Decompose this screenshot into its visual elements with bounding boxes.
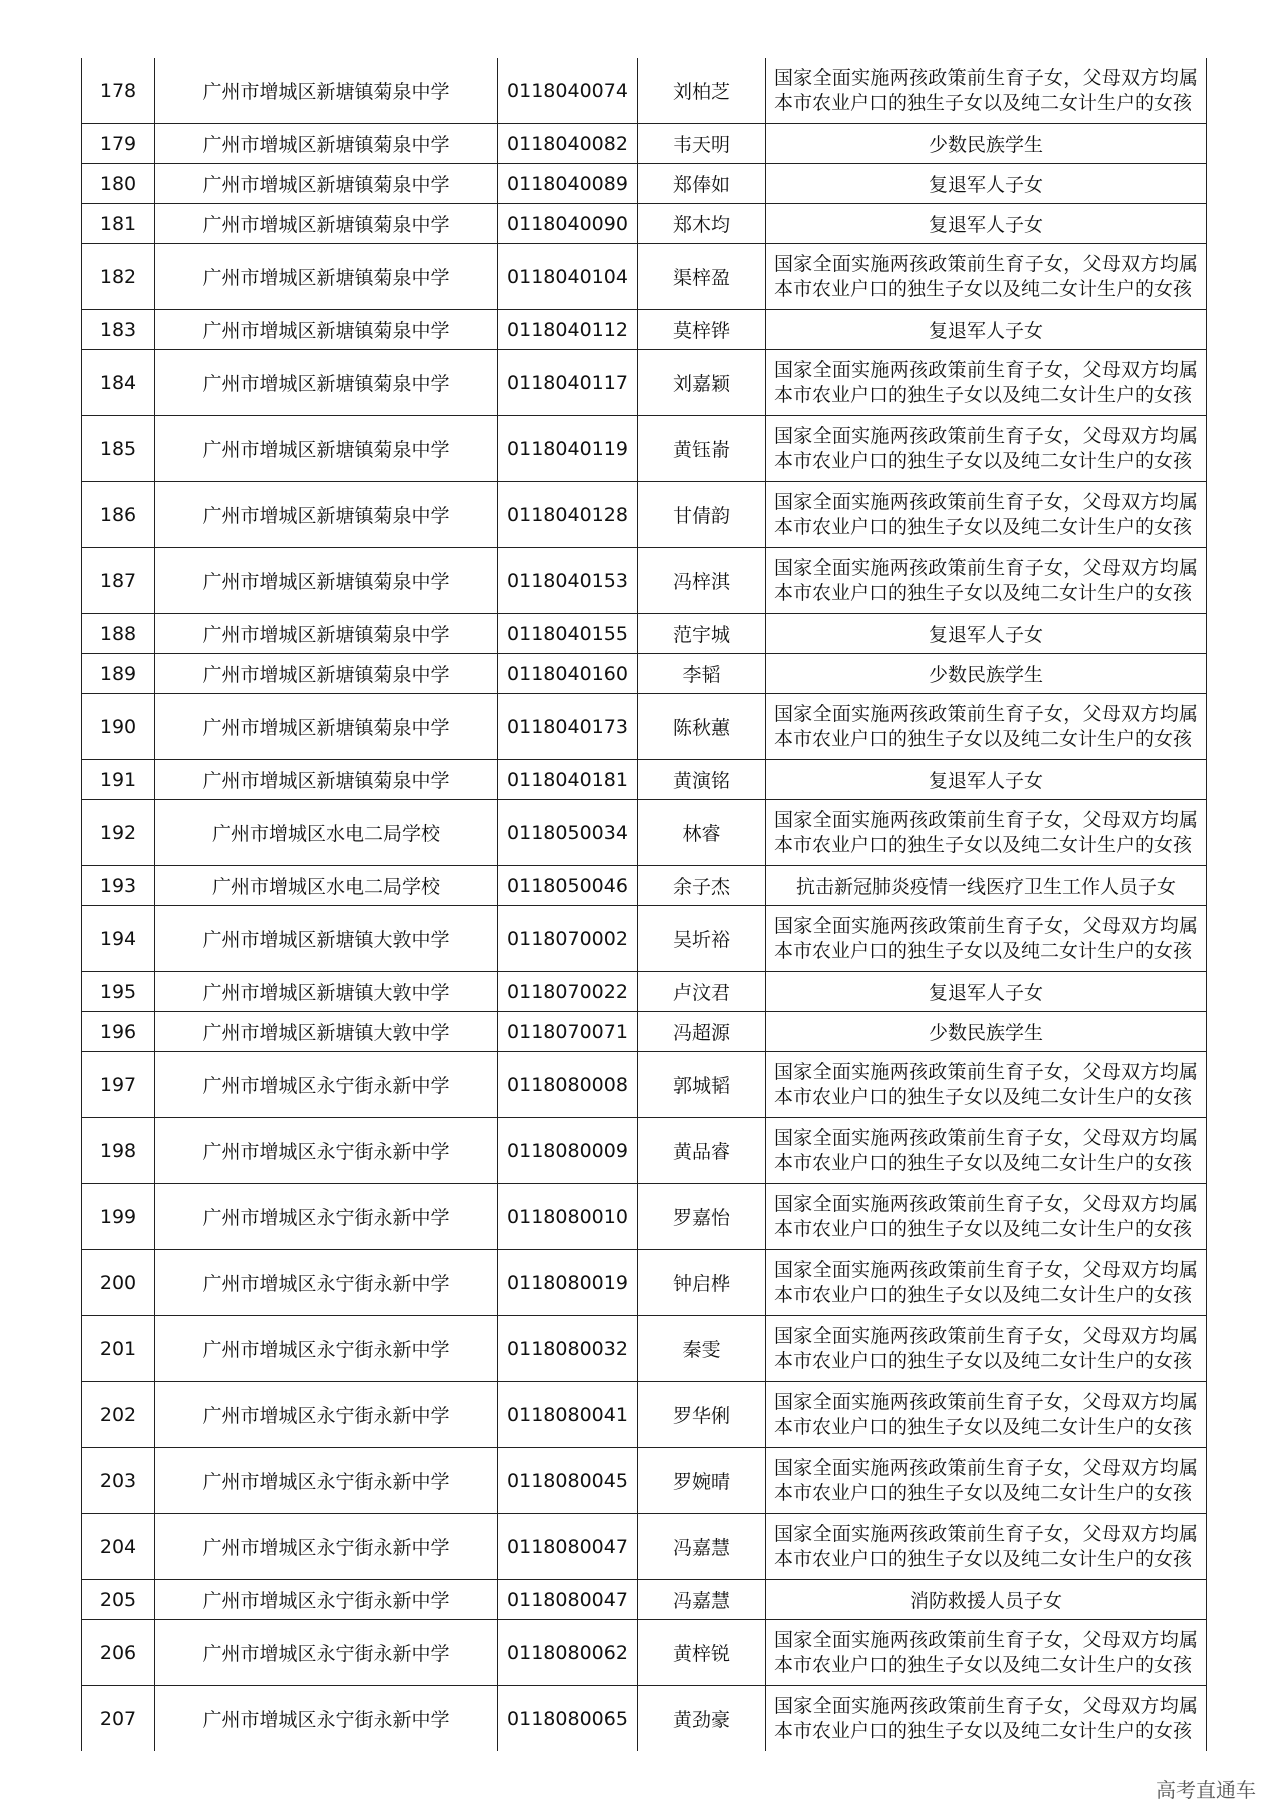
table-row (82, 800, 1207, 866)
school-cell: 广州市增城区永宁街永新中学 (155, 1052, 498, 1118)
student-name-cell: 范宇城 (638, 614, 766, 654)
row-number-cell: 181 (82, 204, 155, 244)
student-id-cell: 0118070071 (498, 1012, 638, 1052)
student-id-cell: 0118040160 (498, 654, 638, 694)
category-cell: 国家全面实施两孩政策前生育子女，父母双方均属本市农业户口的独生子女以及纯二女计生户的女孩 (766, 1448, 1207, 1514)
school-cell: 广州市增城区新塘镇大敦中学 (155, 906, 498, 972)
student-name-cell: 刘柏芝 (638, 58, 766, 124)
row-number-cell: 186 (82, 482, 155, 548)
student-name-cell: 甘倩韵 (638, 482, 766, 548)
student-id-cell: 0118040104 (498, 244, 638, 310)
row-number-cell: 207 (82, 1686, 155, 1752)
student-id-cell: 0118040090 (498, 204, 638, 244)
student-name-cell: 冯嘉慧 (638, 1514, 766, 1580)
student-id-cell: 0118080047 (498, 1514, 638, 1580)
table-row (82, 694, 1207, 760)
category-cell: 国家全面实施两孩政策前生育子女，父母双方均属本市农业户口的独生子女以及纯二女计生户的女孩 (766, 1052, 1207, 1118)
row-number-cell: 185 (82, 416, 155, 482)
category-cell: 复退军人子女 (766, 972, 1207, 1012)
table-row (82, 1012, 1207, 1052)
category-cell: 国家全面实施两孩政策前生育子女，父母双方均属本市农业户口的独生子女以及纯二女计生户的女孩 (766, 244, 1207, 310)
row-number-cell: 195 (82, 972, 155, 1012)
table-row (82, 614, 1207, 654)
school-cell: 广州市增城区新塘镇大敦中学 (155, 972, 498, 1012)
student-id-cell: 0118040155 (498, 614, 638, 654)
student-name-cell: 莫梓铧 (638, 310, 766, 350)
student-name-cell: 冯嘉慧 (638, 1580, 766, 1620)
school-cell: 广州市增城区新塘镇菊泉中学 (155, 58, 498, 124)
school-cell: 广州市增城区新塘镇菊泉中学 (155, 416, 498, 482)
student-name-cell: 郑木均 (638, 204, 766, 244)
row-number-cell: 192 (82, 800, 155, 866)
student-id-cell: 0118070022 (498, 972, 638, 1012)
student-id-cell: 0118070002 (498, 906, 638, 972)
student-name-cell: 罗华俐 (638, 1382, 766, 1448)
student-name-cell: 李韬 (638, 654, 766, 694)
school-cell: 广州市增城区水电二局学校 (155, 800, 498, 866)
student-id-cell: 0118080009 (498, 1118, 638, 1184)
school-cell: 广州市增城区新塘镇菊泉中学 (155, 244, 498, 310)
school-cell: 广州市增城区永宁街永新中学 (155, 1448, 498, 1514)
table-row (82, 1620, 1207, 1686)
student-id-cell: 0118040153 (498, 548, 638, 614)
row-number-cell: 179 (82, 124, 155, 164)
school-cell: 广州市增城区新塘镇菊泉中学 (155, 350, 498, 416)
student-name-cell: 韦天明 (638, 124, 766, 164)
category-cell: 国家全面实施两孩政策前生育子女，父母双方均属本市农业户口的独生子女以及纯二女计生户的女孩 (766, 1382, 1207, 1448)
student-name-cell: 吴圻裕 (638, 906, 766, 972)
table-row (82, 244, 1207, 310)
table-row (82, 1514, 1207, 1580)
row-number-cell: 196 (82, 1012, 155, 1052)
table-row (82, 972, 1207, 1012)
row-number-cell: 204 (82, 1514, 155, 1580)
row-number-cell: 184 (82, 350, 155, 416)
school-cell: 广州市增城区新塘镇菊泉中学 (155, 124, 498, 164)
school-cell: 广州市增城区永宁街永新中学 (155, 1514, 498, 1580)
school-cell: 广州市增城区新塘镇菊泉中学 (155, 654, 498, 694)
student-id-cell: 0118080041 (498, 1382, 638, 1448)
student-name-cell: 黄品睿 (638, 1118, 766, 1184)
category-cell: 少数民族学生 (766, 124, 1207, 164)
row-number-cell: 178 (82, 58, 155, 124)
school-cell: 广州市增城区水电二局学校 (155, 866, 498, 906)
row-number-cell: 193 (82, 866, 155, 906)
watermark-text: 高考直通车 (1156, 1778, 1256, 1802)
student-id-cell: 0118080047 (498, 1580, 638, 1620)
row-number-cell: 201 (82, 1316, 155, 1382)
student-id-cell: 0118080008 (498, 1052, 638, 1118)
row-number-cell: 199 (82, 1184, 155, 1250)
category-cell: 国家全面实施两孩政策前生育子女，父母双方均属本市农业户口的独生子女以及纯二女计生户的女孩 (766, 58, 1207, 124)
student-id-cell: 0118050046 (498, 866, 638, 906)
student-name-cell: 卢汶君 (638, 972, 766, 1012)
category-cell: 少数民族学生 (766, 654, 1207, 694)
category-cell: 消防救援人员子女 (766, 1580, 1207, 1620)
student-name-cell: 林睿 (638, 800, 766, 866)
student-id-cell: 0118040117 (498, 350, 638, 416)
student-id-cell: 0118040112 (498, 310, 638, 350)
student-name-cell: 渠梓盈 (638, 244, 766, 310)
student-id-cell: 0118040119 (498, 416, 638, 482)
student-name-cell: 郑俸如 (638, 164, 766, 204)
student-name-cell: 黄钰嵛 (638, 416, 766, 482)
student-name-cell: 刘嘉颖 (638, 350, 766, 416)
category-cell: 少数民族学生 (766, 1012, 1207, 1052)
student-name-cell: 黄劲豪 (638, 1686, 766, 1752)
student-name-cell: 陈秋蕙 (638, 694, 766, 760)
category-cell: 国家全面实施两孩政策前生育子女，父母双方均属本市农业户口的独生子女以及纯二女计生户的女孩 (766, 1620, 1207, 1686)
school-cell: 广州市增城区新塘镇菊泉中学 (155, 548, 498, 614)
category-cell: 国家全面实施两孩政策前生育子女，父母双方均属本市农业户口的独生子女以及纯二女计生户的女孩 (766, 694, 1207, 760)
category-cell: 复退军人子女 (766, 310, 1207, 350)
category-cell: 国家全面实施两孩政策前生育子女，父母双方均属本市农业户口的独生子女以及纯二女计生户的女孩 (766, 1118, 1207, 1184)
table-row (82, 416, 1207, 482)
student-id-cell: 0118080032 (498, 1316, 638, 1382)
table-row (82, 350, 1207, 416)
student-id-cell: 0118080045 (498, 1448, 638, 1514)
admission-table (81, 58, 1207, 1751)
table-row (82, 866, 1207, 906)
category-cell: 复退军人子女 (766, 760, 1207, 800)
student-name-cell: 冯超源 (638, 1012, 766, 1052)
row-number-cell: 194 (82, 906, 155, 972)
student-id-cell: 0118040074 (498, 58, 638, 124)
school-cell: 广州市增城区新塘镇菊泉中学 (155, 614, 498, 654)
row-number-cell: 202 (82, 1382, 155, 1448)
row-number-cell: 190 (82, 694, 155, 760)
student-id-cell: 0118080010 (498, 1184, 638, 1250)
student-name-cell: 郭城韬 (638, 1052, 766, 1118)
school-cell: 广州市增城区永宁街永新中学 (155, 1118, 498, 1184)
student-name-cell: 钟启桦 (638, 1250, 766, 1316)
table-row (82, 1316, 1207, 1382)
table-row (82, 124, 1207, 164)
school-cell: 广州市增城区永宁街永新中学 (155, 1686, 498, 1752)
school-cell: 广州市增城区新塘镇大敦中学 (155, 1012, 498, 1052)
row-number-cell: 182 (82, 244, 155, 310)
student-name-cell: 黄演铭 (638, 760, 766, 800)
student-name-cell: 秦雯 (638, 1316, 766, 1382)
category-cell: 国家全面实施两孩政策前生育子女，父母双方均属本市农业户口的独生子女以及纯二女计生户的女孩 (766, 350, 1207, 416)
student-name-cell: 余子杰 (638, 866, 766, 906)
category-cell: 国家全面实施两孩政策前生育子女，父母双方均属本市农业户口的独生子女以及纯二女计生户的女孩 (766, 1316, 1207, 1382)
category-cell: 国家全面实施两孩政策前生育子女，父母双方均属本市农业户口的独生子女以及纯二女计生户的女孩 (766, 416, 1207, 482)
student-id-cell: 0118080019 (498, 1250, 638, 1316)
student-id-cell: 0118040181 (498, 760, 638, 800)
table-row (82, 310, 1207, 350)
school-cell: 广州市增城区新塘镇菊泉中学 (155, 482, 498, 548)
table-row (82, 482, 1207, 548)
student-id-cell: 0118040082 (498, 124, 638, 164)
school-cell: 广州市增城区新塘镇菊泉中学 (155, 164, 498, 204)
row-number-cell: 191 (82, 760, 155, 800)
category-cell: 国家全面实施两孩政策前生育子女，父母双方均属本市农业户口的独生子女以及纯二女计生户的女孩 (766, 906, 1207, 972)
row-number-cell: 183 (82, 310, 155, 350)
row-number-cell: 203 (82, 1448, 155, 1514)
table-row (82, 1250, 1207, 1316)
student-id-cell: 0118040128 (498, 482, 638, 548)
student-name-cell: 罗婉晴 (638, 1448, 766, 1514)
table-row (82, 1382, 1207, 1448)
student-name-cell: 冯梓淇 (638, 548, 766, 614)
row-number-cell: 187 (82, 548, 155, 614)
table-row (82, 1686, 1207, 1752)
table-body (82, 58, 1207, 1751)
student-id-cell: 0118080065 (498, 1686, 638, 1752)
table-row (82, 906, 1207, 972)
category-cell: 国家全面实施两孩政策前生育子女，父母双方均属本市农业户口的独生子女以及纯二女计生户的女孩 (766, 1184, 1207, 1250)
table-row (82, 204, 1207, 244)
table-row (82, 1580, 1207, 1620)
school-cell: 广州市增城区新塘镇菊泉中学 (155, 760, 498, 800)
row-number-cell: 206 (82, 1620, 155, 1686)
category-cell: 国家全面实施两孩政策前生育子女，父母双方均属本市农业户口的独生子女以及纯二女计生户的女孩 (766, 800, 1207, 866)
table-row (82, 164, 1207, 204)
row-number-cell: 180 (82, 164, 155, 204)
row-number-cell: 189 (82, 654, 155, 694)
category-cell: 国家全面实施两孩政策前生育子女，父母双方均属本市农业户口的独生子女以及纯二女计生户的女孩 (766, 1250, 1207, 1316)
student-id-cell: 0118040089 (498, 164, 638, 204)
student-id-cell: 0118050034 (498, 800, 638, 866)
school-cell: 广州市增城区新塘镇菊泉中学 (155, 310, 498, 350)
table-row (82, 58, 1207, 124)
school-cell: 广州市增城区永宁街永新中学 (155, 1184, 498, 1250)
school-cell: 广州市增城区新塘镇菊泉中学 (155, 204, 498, 244)
row-number-cell: 197 (82, 1052, 155, 1118)
school-cell: 广州市增城区永宁街永新中学 (155, 1580, 498, 1620)
table-row (82, 760, 1207, 800)
table-row (82, 1184, 1207, 1250)
student-id-cell: 0118040173 (498, 694, 638, 760)
table-row (82, 1118, 1207, 1184)
student-name-cell: 罗嘉怡 (638, 1184, 766, 1250)
row-number-cell: 200 (82, 1250, 155, 1316)
school-cell: 广州市增城区永宁街永新中学 (155, 1250, 498, 1316)
category-cell: 国家全面实施两孩政策前生育子女，父母双方均属本市农业户口的独生子女以及纯二女计生户的女孩 (766, 548, 1207, 614)
row-number-cell: 188 (82, 614, 155, 654)
table-row (82, 654, 1207, 694)
school-cell: 广州市增城区新塘镇菊泉中学 (155, 694, 498, 760)
table-row (82, 1052, 1207, 1118)
table-row (82, 548, 1207, 614)
school-cell: 广州市增城区永宁街永新中学 (155, 1316, 498, 1382)
table-row (82, 1448, 1207, 1514)
student-name-cell: 黄梓锐 (638, 1620, 766, 1686)
school-cell: 广州市增城区永宁街永新中学 (155, 1620, 498, 1686)
student-id-cell: 0118080062 (498, 1620, 638, 1686)
category-cell: 复退军人子女 (766, 164, 1207, 204)
school-cell: 广州市增城区永宁街永新中学 (155, 1382, 498, 1448)
row-number-cell: 198 (82, 1118, 155, 1184)
category-cell: 复退军人子女 (766, 204, 1207, 244)
category-cell: 国家全面实施两孩政策前生育子女，父母双方均属本市农业户口的独生子女以及纯二女计生户的女孩 (766, 1686, 1207, 1752)
category-cell: 复退军人子女 (766, 614, 1207, 654)
row-number-cell: 205 (82, 1580, 155, 1620)
category-cell: 国家全面实施两孩政策前生育子女，父母双方均属本市农业户口的独生子女以及纯二女计生户的女孩 (766, 482, 1207, 548)
category-cell: 国家全面实施两孩政策前生育子女，父母双方均属本市农业户口的独生子女以及纯二女计生户的女孩 (766, 1514, 1207, 1580)
category-cell: 抗击新冠肺炎疫情一线医疗卫生工作人员子女 (766, 866, 1207, 906)
